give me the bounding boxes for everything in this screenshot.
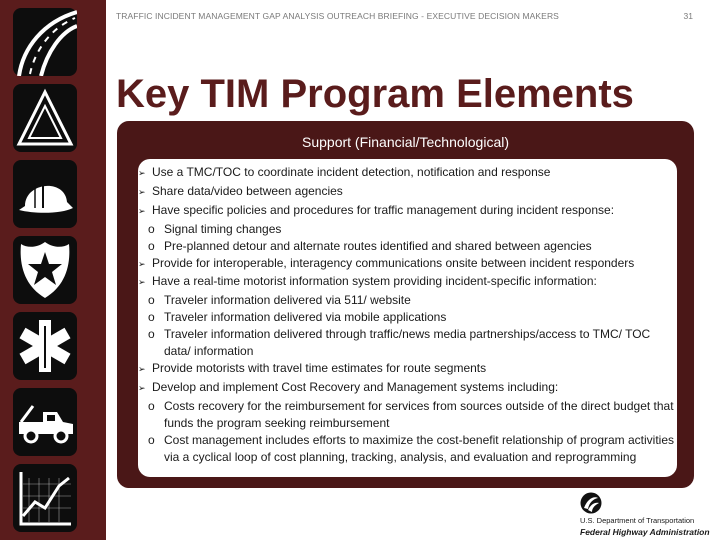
bullet-list <box>138 164 677 465</box>
panel-body <box>138 159 677 477</box>
bullet-item: ➢ Provide for interoperable, interagency communications onsite between incident responders <box>138 255 677 274</box>
header-text: TRAFFIC INCIDENT MANAGEMENT GAP ANALYSIS OUTREACH BRIEFING - EXECUTIVE DECISION MAKERS <box>116 11 559 21</box>
sub-bullet-item: o Pre-planned detour and alternate routes identified and shared between agencies <box>138 238 677 255</box>
warning-triangle-icon <box>13 84 77 152</box>
star-of-life-icon <box>13 312 77 380</box>
tow-truck-icon <box>13 388 77 456</box>
sub-bullet-item: o Traveler information delivered via 511/ website <box>138 292 677 309</box>
firefighter-helmet-icon <box>13 160 77 228</box>
agency-line-1: U.S. Department of Transportation <box>580 516 695 525</box>
panel-heading: Support (Financial/Technological) <box>302 134 509 150</box>
sub-bullet-item: o Traveler information delivered through traffic/news media partnerships/access to TMC/ TOC data/ information <box>138 326 677 360</box>
bullet-item: ➢ Share data/video between agencies <box>138 183 677 202</box>
agency-line-2: Federal Highway Administration <box>580 527 710 537</box>
page-title: Key TIM Program Elements <box>116 72 634 116</box>
police-star-badge-icon <box>13 236 77 304</box>
sub-bullet-item: o Signal timing changes <box>138 221 677 238</box>
trend-chart-icon <box>13 464 77 532</box>
road-icon <box>13 8 77 76</box>
page-number: 31 <box>683 11 693 21</box>
bullet-item: ➢ Have specific policies and procedures for traffic management during incident response: <box>138 202 677 221</box>
bullet-item: ➢ Use a TMC/TOC to coordinate incident detection, notification and response <box>138 164 677 183</box>
bullet-item: ➢ Develop and implement Cost Recovery and Management systems including: <box>138 379 677 398</box>
bullet-item: ➢ Have a real-time motorist information system providing incident-specific information: <box>138 273 677 292</box>
sub-bullet-item: o Costs recovery for the reimbursement for services from sources outside of the direct budget that funds the program seeking reimbursement <box>138 398 677 432</box>
content-panel <box>117 121 694 488</box>
sidebar <box>0 0 106 540</box>
sub-bullet-item: o Cost management includes efforts to maximize the cost-benefit relationship of program activities via a cyclical loop of cost planning, tracking, analysis, and evaluation and reprogramming <box>138 432 677 466</box>
bullet-item: ➢ Provide motorists with travel time estimates for route segments <box>138 360 677 379</box>
sub-bullet-item: o Traveler information delivered via mobile applications <box>138 309 677 326</box>
usdot-logo-icon <box>580 492 602 514</box>
